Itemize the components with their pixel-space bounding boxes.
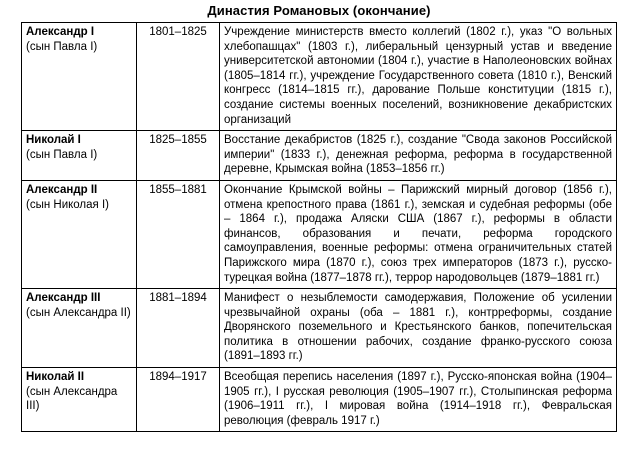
ruler-parent: (сын Александра II) xyxy=(26,306,131,319)
table-row xyxy=(22,368,617,432)
events-text: Окончание Крымской войны – Парижский мирный договор (1856 г.), отмена крепостного права (1861 г.), земская и судебная реформы (обе – 1864 г.), продажа Аляски США (1867 г.), реформы в области финансов, образования и печати, реформа городского самоуправления, военные реформы: отмена ограничительных статей Парижского мира (1870 г.), союз трех императоров (1873 г.), русско-турецкая война (1877–1878 гг.), террор народовольцев (1879–1881 гг.) xyxy=(220,180,617,288)
ruler-name: Александр III xyxy=(26,292,101,305)
ruler-cell xyxy=(22,289,137,368)
ruler-cell xyxy=(22,23,137,131)
events-text: Всеобщая перепись населения (1897 г.), Русско-японская война (1904–1905 гг.), I русская революция (1905–1907 гг.), Столыпинская реформа (1906–1911 гг.), I мировая война (1914–1918 гг.), Февральская революция (февраль 1917 г.) xyxy=(220,368,617,432)
table-row xyxy=(22,289,617,368)
table-row xyxy=(22,131,617,181)
reign-years: 1894–1917 xyxy=(137,368,220,432)
reign-years: 1881–1894 xyxy=(137,289,220,368)
table-row xyxy=(22,180,617,288)
ruler-parent: (сын Павла I) xyxy=(26,40,98,53)
table-row xyxy=(22,23,617,131)
ruler-parent: (сын Николая I) xyxy=(26,198,109,211)
ruler-name: Николай I xyxy=(26,134,81,147)
events-text: Манифест о незыблемости самодержавия, Положение об усилении чрезвычайной охраны (оба – 1881 г.), контрреформы, создание Дворянского поземельного и Крестьянского банков, попечительская политика в отношении рабочих, создание франко-русского союза (1891–1893 гг.) xyxy=(220,289,617,368)
ruler-cell xyxy=(22,368,137,432)
events-text: Учреждение министерств вместо коллегий (1802 г.), указ "О вольных хлебопашцах" (1803 г.), либеральный цензурный устав и введение университетской автономии (1804 г.), участие в Наполеоновских войнах (1805–1814 гг.), учреждение Государственного совета (1810 г.), Венский конгресс (1814–1815 гг.), дарование Польше конституции (1815 г.), создание системы военных поселений, возникновение декабристских организаций xyxy=(220,23,617,131)
romanov-dynasty-table xyxy=(21,22,617,432)
ruler-name: Александр I xyxy=(26,26,95,38)
reign-years: 1855–1881 xyxy=(137,180,220,288)
page-title: Династия Романовых (окончание) xyxy=(207,3,431,18)
ruler-cell xyxy=(22,180,137,288)
reign-years: 1801–1825 xyxy=(137,23,220,131)
ruler-name: Николай II xyxy=(26,371,85,384)
ruler-parent: (сын Александра III) xyxy=(26,385,118,413)
ruler-cell xyxy=(22,131,137,181)
events-text: Восстание декабристов (1825 г.), создание "Свода законов Российской империи" (1833 г.), денежная реформа, реформа в государственной деревне, Крымская война (1853–1856 гг.) xyxy=(220,131,617,181)
ruler-parent: (сын Павла I) xyxy=(26,148,98,161)
reign-years: 1825–1855 xyxy=(137,131,220,181)
ruler-name: Александр II xyxy=(26,183,98,196)
